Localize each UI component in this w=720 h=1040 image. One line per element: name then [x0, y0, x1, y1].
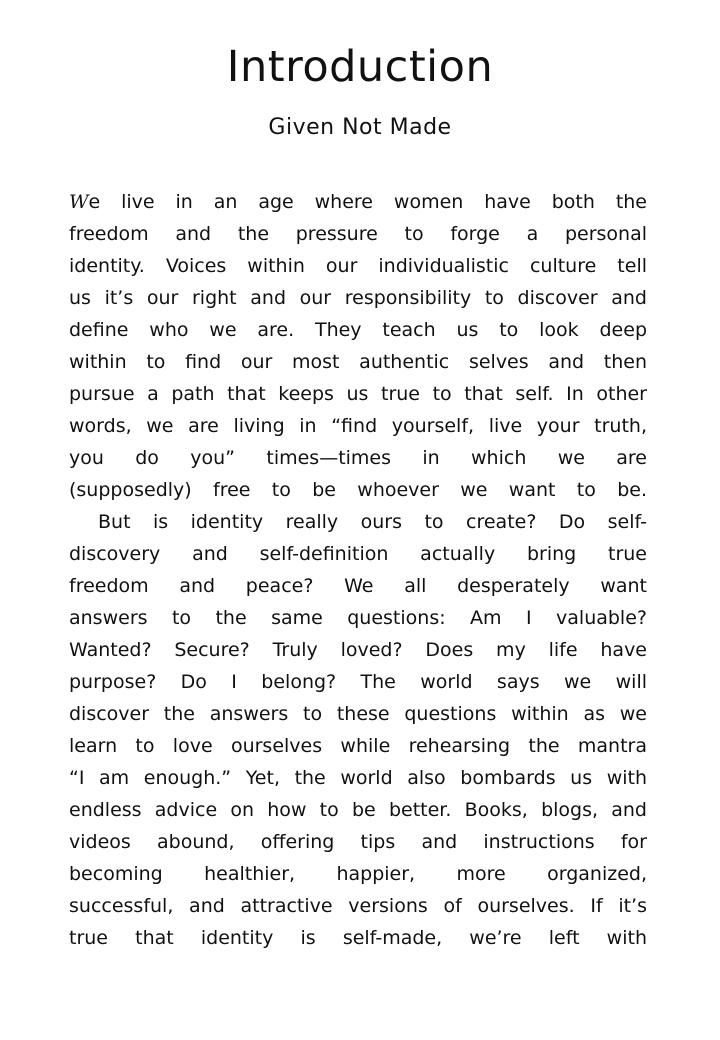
- text-line: you do you” times—times in which we are: [69, 447, 647, 469]
- text-line: true that identity is self-made, we’re left with: [69, 927, 647, 949]
- chapter-subtitle: Given Not Made: [268, 115, 452, 140]
- body-text: [69, 186, 647, 954]
- text-line: define who we are. They teach us to look deep: [69, 319, 647, 341]
- chapter-title: Introduction: [226, 42, 494, 92]
- text-line: endless advice on how to be better. Books, blogs, and: [69, 799, 647, 821]
- text-line: videos abound, offering tips and instructions for: [69, 831, 647, 853]
- text-line: us it’s our right and our responsibility to discover and: [69, 287, 647, 309]
- text-line: answers to the same questions: Am I valuable?: [69, 607, 647, 629]
- text-line: identity. Voices within our individualistic culture tell: [69, 255, 647, 277]
- text-line-paragraph-start: But is identity really ours to create? Do self-: [98, 511, 647, 533]
- text-line: [69, 186, 647, 218]
- text-line: purpose? Do I belong? The world says we will: [69, 671, 647, 693]
- text-line: discovery and self-definition actually bring true: [69, 543, 647, 565]
- text-line: successful, and attractive versions of ourselves. If it’s: [69, 895, 647, 917]
- text-line: learn to love ourselves while rehearsing the mantra: [69, 735, 647, 757]
- text-line-content: e live in an age where women have both the: [88, 191, 647, 213]
- text-line: discover the answers to these questions within as we: [69, 703, 647, 725]
- text-line: words, we are living in “find yourself, live your truth,: [69, 415, 647, 437]
- drop-cap: W: [69, 191, 89, 213]
- text-line: pursue a path that keeps us true to that self. In other: [69, 383, 647, 405]
- text-line: within to find our most authentic selves and then: [69, 351, 647, 373]
- text-line: Wanted? Secure? Truly loved? Does my life have: [69, 639, 647, 661]
- text-line: becoming healthier, happier, more organized,: [69, 863, 647, 885]
- text-line: freedom and peace? We all desperately want: [69, 575, 647, 597]
- text-line: (supposedly) free to be whoever we want to be.: [69, 479, 647, 501]
- text-line: “I am enough.” Yet, the world also bombards us with: [69, 767, 647, 789]
- text-line: freedom and the pressure to forge a personal: [69, 223, 647, 245]
